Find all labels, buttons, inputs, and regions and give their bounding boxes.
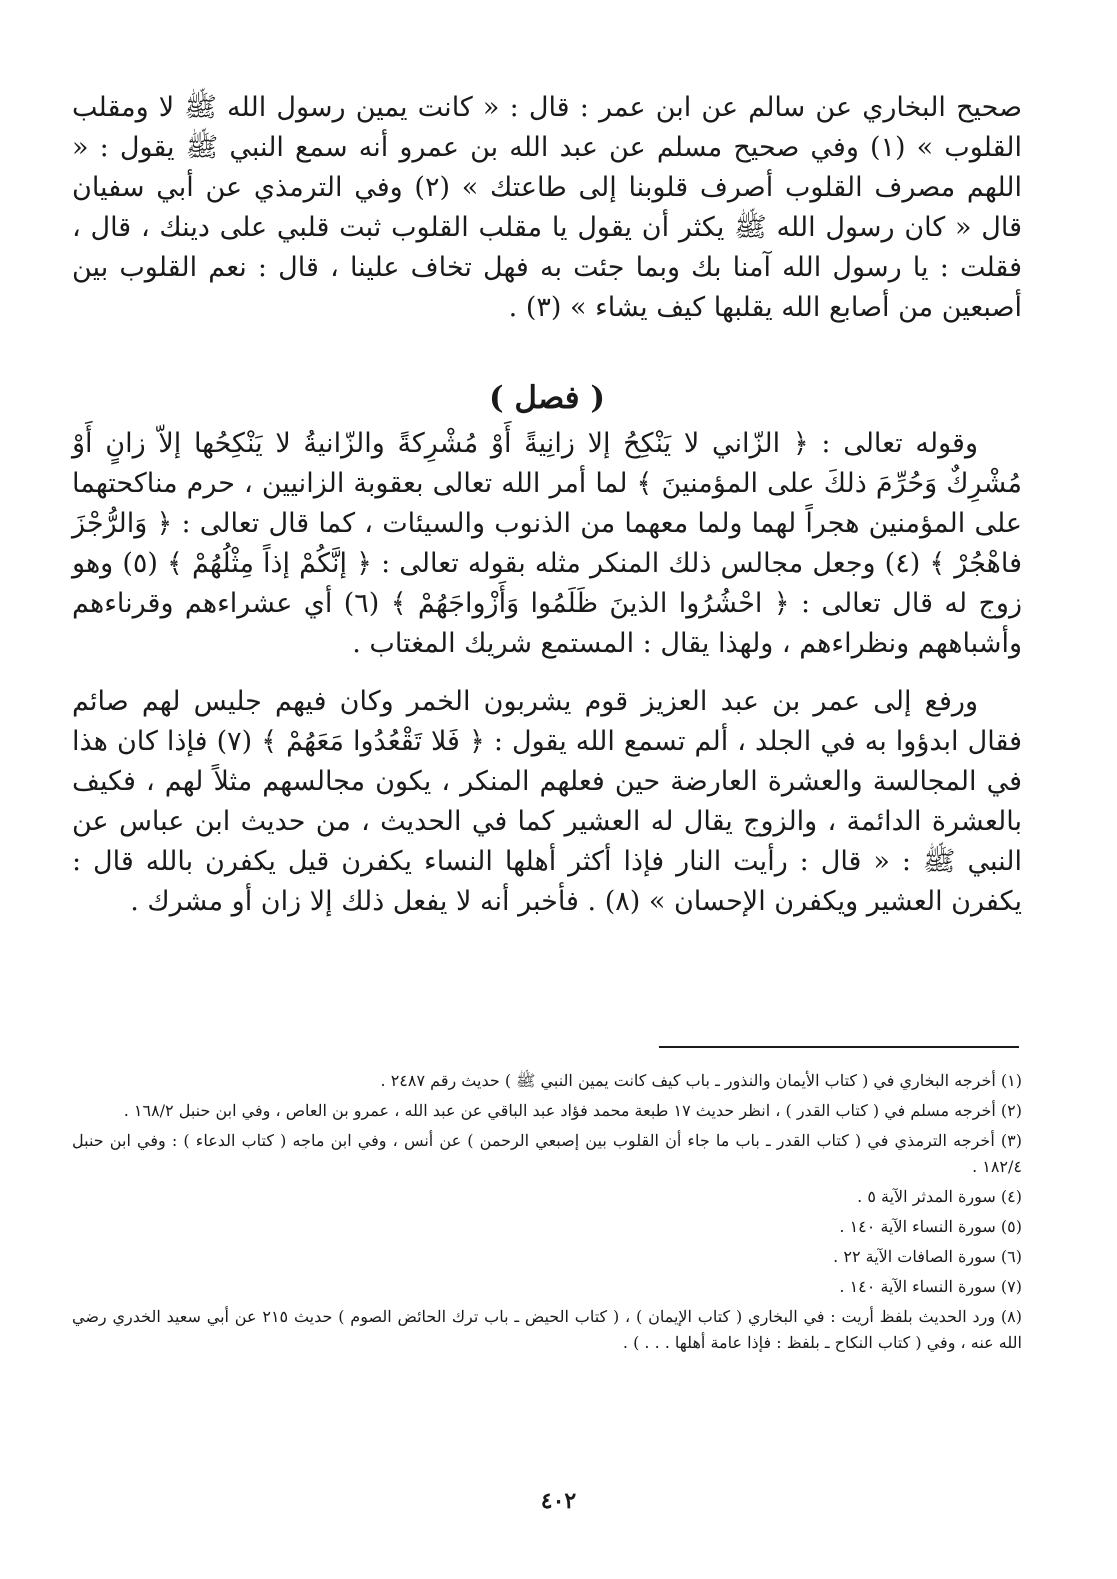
footnote-7: (٧) سورة النساء الآية ١٤٠ . xyxy=(839,1277,1022,1296)
paragraph-2: ورفع إلى عمر بن عبد العزيز قوم يشربون الخمر وكان فيهم جليس لهم صائم فقال ابدؤوا به في الجلد ، ألم تسمع الله يقول : ﴿ فَلا تَقْعُدُوا مَعَهُمْ ﴾ (٧) فإذا كان هذا في المجالسة والعشرة العارضة حين فعلهم المنكر ، يكون مجالسهم مثلاً لهم ، فكيف بالعشرة الدائمة ، والزوج يقال له العشير كما في الحديث ، من حديث ابن عباس عن النبي ﷺ : « قال : رأيت النار فإذا أكثر أهلها النساء يكفرن قيل يكفرن بالله قال : يكفرن العشير ويكفرن الإحسان » (٨) . فأخبر أنه لا يفعل ذلك إلا زان أو مشرك . xyxy=(72,686,1023,917)
footnote-5: (٥) سورة النساء الآية ١٤٠ . xyxy=(839,1217,1022,1236)
footnotes xyxy=(72,1068,1022,1360)
paragraph-spacer xyxy=(72,664,1022,682)
footnote-4: (٤) سورة المدثر الآية ٥ . xyxy=(857,1187,1022,1206)
paragraph-1: وقوله تعالى : ﴿ الزّاني لا يَنْكِحُ إلا زانِيةً أَوْ مُشْرِكةً والزّانيةُ لا يَنْكِحُها إلاّ زانٍ أَوْ مُشْرِكٌ وَحُرِّمَ ذلكَ على المؤمنينَ ﴾ لما أمر الله تعالى بعقوبة الزانيين ، حرم مناكحتهما على المؤمنين هجراً لهما ولما معهما من الذنوب والسيئات ، كما قال تعالى : ﴿ وَالرُّجْزَ فاهْجُرْ ﴾ (٤) وجعل مجالس ذلك المنكر مثله بقوله تعالى : ﴿ إنَّكُمْ إذاً مِثْلُهُمْ ﴾ (٥) وهو زوج له قال تعالى : ﴿ احْشُرُوا الذينَ ظَلَمُوا وَأَزْواجَهُمْ ﴾ (٦) أي عشراءهم وقرناءهم وأشباههم ونظراءهم ، ولهذا يقال : المستمع شريك المغتاب . xyxy=(72,428,1023,659)
footnote-3: (٣) أخرجه الترمذي في ( كتاب القدر ـ باب ما جاء أن القلوب بين إصبعي الرحمن ) عن أنس ، وفي ابن ماجه ( كتاب الدعاء ) : وفي ابن حنبل ١٨٢/٤ . xyxy=(72,1131,1023,1176)
footnote-8: (٨) ورد الحديث بلفظ أريت : في البخاري ( كتاب الإيمان ) ، ( كتاب الحيض ـ باب ترك الحائض الصوم ) حديث ٢١٥ عن أبي سعيد الخدري رضي الله عنه ، وفي ( كتاب النكاح ـ بلفظ : فإذا عامة أهلها . . . ) . xyxy=(72,1307,1023,1352)
top-paragraph: صحيح البخاري عن سالم عن ابن عمر : قال : « كانت يمين رسول الله ﷺ لا ومقلب القلوب » (١) وفي صحيح مسلم عن عبد الله بن عمرو أنه سمع النبي ﷺ يقول : « اللهم مصرف القلوب أصرف قلوبنا إلى طاعتك » (٢) وفي الترمذي عن أبي سفيان قال « كان رسول الله ﷺ يكثر أن يقول يا مقلب القلوب ثبت قلبي على دينك ، قال ، فقلت : يا رسول الله آمنا بك وبما جئت به فهل تخاف علينا ، قال : نعم القلوب بين أصبعين من أصابع الله يقلبها كيف يشاء » (٣) . xyxy=(72,92,1023,323)
footnote-2: (٢) أخرجه مسلم في ( كتاب القدر ) ، انظر حديث ١٧ طبعة محمد فؤاد عبد الباقي عن عبد الله ، عمرو بن العاص ، وفي ابن حنبل ١٦٨/٢ . xyxy=(123,1101,1022,1120)
footnote-divider xyxy=(659,1046,1019,1048)
page-number: ٤٠٢ xyxy=(540,1488,577,1514)
page-body xyxy=(72,88,1022,922)
footnote-1: (١) أخرجه البخاري في ( كتاب الأيمان والنذور ـ باب كيف كانت يمين النبي ﷺ ) حديث رقم ٢٤٨٧ . xyxy=(380,1071,1022,1090)
footnote-6: (٦) سورة الصافات الآية ٢٢ . xyxy=(833,1247,1022,1266)
section-heading: ( فصل ) xyxy=(488,380,606,416)
